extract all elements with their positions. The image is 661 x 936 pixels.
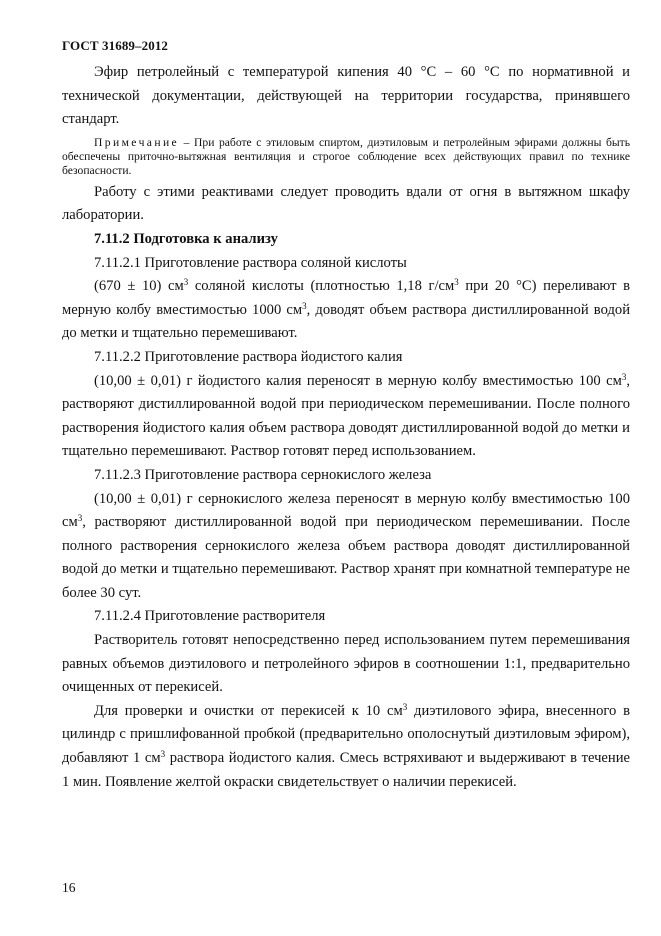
paragraph-potassium-iodide: (10,00 ± 0,01) г йодистого калия переносят в мерную колбу вместимостью 100 $см^3$, растворяют дистиллированной водой при периодическом перемешивании. После полного растворения йодистого калия объем раствора доводят дистиллированной водой до метки и тщательно перемешивают. Раствор готовят перед использованием. <box>62 371 630 460</box>
paragraph-iron-sulfate: (10,00 ± 0,01) г сернокислого железа переносят в мерную колбу вместимостью 100 $см^3$, растворяют дистиллированной водой при периодическом перемешивании. После полного растворения сернокислого железа объем раствора доводят дистиллированной водой до метки и тщательно перемешивают. Раствор хранят при комнатной температуре не более 30 сут. <box>62 490 630 601</box>
note-text: – При работе с этиловым спиртом, диэтиловым и петролейным эфирами должны быть обеспечены приточно-вытяжная вентиляция и строгое соблюдение всех действующих правил по технике безопасности. <box>62 135 630 177</box>
page-number: 16 <box>62 880 76 895</box>
subsection-heading-7-11-2-2: 7.11.2.2 Приготовление раствора йодистого калия <box>94 348 403 365</box>
document-header: ГОСТ 31689–2012 <box>62 38 169 53</box>
safety-note <box>62 136 630 178</box>
paragraph-fume-hood: Работу с этими реактивами следует проводить вдали от огня в вытяжном шкафу лаборатории. <box>62 183 630 224</box>
subsection-heading-7-11-2-4: 7.11.2.4 Приготовление растворителя <box>94 608 326 625</box>
subsection-heading-7-11-2-1: 7.11.2.1 Приготовление раствора соляной кислоты <box>94 254 407 271</box>
subsection-heading-7-11-2-3: 7.11.2.3 Приготовление раствора сернокислого железа <box>94 466 432 483</box>
note-label: Примечание <box>94 135 180 149</box>
paragraph-solvent: Растворитель готовят непосредственно перед использованием путем перемешивания равных объемов диэтилового и петролейного эфиров в соотношении 1:1, предварительно очищенных от перекисей. <box>62 632 630 696</box>
paragraph-petroleum-ether: Эфир петролейный с температурой кипения 40 °С – 60 °С по нормативной и технической документации, действующей на территории государства, принявшего стандарт. <box>62 64 630 128</box>
paragraph-hydrochloric-acid: (670 ± 10) $см^3$ соляной кислоты (плотностью 1,18 $г/см^3$ при 20 °С) переливают в мерную колбу вместимостью 1000 $см^3$, доводят объем раствора дистиллированной водой до метки и тщательно перемешивают. <box>62 277 631 342</box>
section-heading-7-11-2: 7.11.2 Подготовка к анализу <box>94 230 278 247</box>
paragraph-peroxide-check: Для проверки и очистки от перекисей к 10 $см^3$ диэтилового эфира, внесенного в цилиндр с пришлифованной пробкой (предварительно ополоснутый диэтиловым эфиром), добавляют 1 $см^3$ раствора йодистого калия. Смесь встряхивают и выдерживают в течение 1 мин. Появление желтой окраски свидетельствует о наличии перекисей. <box>62 701 630 790</box>
page-body <box>62 61 630 794</box>
